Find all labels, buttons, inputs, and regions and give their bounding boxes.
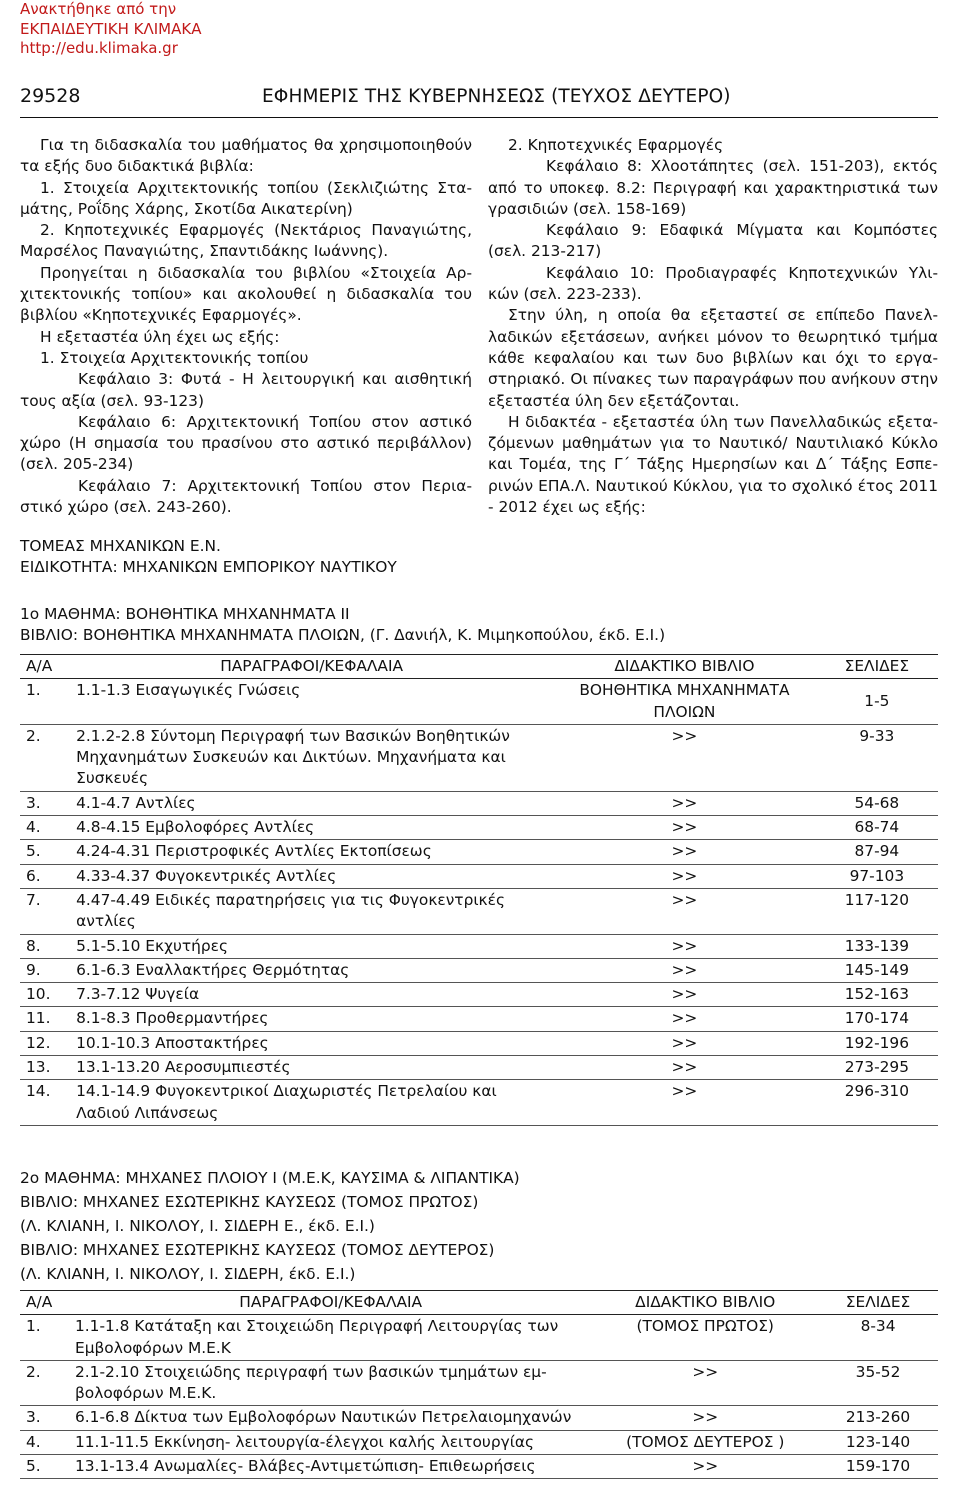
- book-2-heading: 2. Κηποτεχνικές Εφαρμογές: [508, 136, 724, 154]
- row-section: 13.1-13.20 Αεροσυμπιεστές: [76, 1058, 291, 1077]
- row-book: >>: [671, 726, 698, 745]
- col-header-pages: ΣΕΛΙΔΕΣ: [816, 655, 938, 679]
- book-1-paragraph: 1. Στοιχεία Αρχιτεκτονικής τοπίου (Σεκλιζιώτης Σταμάτης, Ροΐδης Χάρης, Σκοτίδα Αικατερίνη): [20, 178, 472, 218]
- row-section: 4.33-4.37 Φυγοκεντρικές Αντλίες: [76, 866, 337, 885]
- row-section: 2.1-2.10 Στοιχειώδης περιγραφή των βασικών τμημάτων εμβολοφόρων Μ.Ε.Κ.: [74, 1362, 547, 1403]
- col-header-pages: ΣΕΛΙΔΕΣ: [818, 1291, 938, 1315]
- row-section: 10.1-10.3 Αποστακτήρες: [76, 1033, 269, 1052]
- row-section: 1.1-1.3 Εισαγωγικές Γνώσεις: [76, 681, 301, 700]
- row-book: >>: [671, 1058, 698, 1077]
- row-number: 10.: [26, 985, 51, 1004]
- source-link[interactable]: http://edu.klimaka.gr: [20, 39, 178, 57]
- syllabus-heading: Η εξεταστέα ύλη έχει ως εξής:: [40, 327, 280, 346]
- table-row: [20, 791, 938, 815]
- table-header-row: [20, 1291, 938, 1315]
- row-number: 3.: [26, 793, 41, 812]
- row-section: 5.1-5.10 Εκχυτήρες: [76, 936, 229, 955]
- row-pages: 152-163: [844, 985, 909, 1004]
- table-row: [20, 724, 938, 791]
- col-header-book: ΔΙΔΑΚΤΙΚΟ ΒΙΒΛΙΟ: [553, 655, 816, 679]
- row-pages: 159-170: [845, 1457, 911, 1476]
- table-row: [20, 958, 938, 982]
- row-number: 5.: [26, 842, 41, 861]
- row-section: 2.1.2-2.8 Σύντομη Περιγραφή των Βασικών Βοηθητικών Μηχανημάτων Συσκευών και Δικτύων. Μηχανήματα και Συσκευές: [76, 726, 510, 788]
- lesson-2-book-2: ΒΙΒΛΙΟ: ΜΗΧΑΝΕΣ ΕΣΩΤΕΡΙΚΗΣ ΚΑΥΣΕΩΣ (ΤΟΜΟΣ ΔΕΥΤΕΡΟΣ): [20, 1241, 495, 1259]
- row-pages: 87-94: [854, 842, 900, 861]
- table-header-row: [20, 655, 938, 679]
- row-pages: 170-174: [844, 1009, 909, 1028]
- col-header-sections: ΠΑΡΑΓΡΑΦΟΙ/ΚΕΦΑΛΑΙΑ: [69, 1291, 592, 1315]
- row-section: 6.1-6.8 Δίκτυα των Εμβολοφόρων Ναυτικών Πετρελαιομηχανών: [74, 1408, 572, 1427]
- row-pages: 117-120: [844, 890, 909, 909]
- row-pages: 54-68: [854, 793, 900, 812]
- row-pages: 68-74: [854, 818, 900, 837]
- chapter-3-paragraph: Κεφάλαιο 3: Φυτά - Η λειτουργική και αισθητική τους αξία (σελ. 93-123): [20, 370, 472, 410]
- row-section: 1.1-1.8 Κατάταξη και Στοιχειώδη Περιγραφή Λειτουργίας των Εμβολοφόρων Μ.Ε.Κ: [74, 1317, 559, 1357]
- right-column: [488, 135, 938, 518]
- row-pages: 213-260: [845, 1408, 911, 1427]
- lesson-1-book: ΒΙΒΛΙΟ: ΒΟΗΘΗΤΙΚΑ ΜΗΧΑΝΗΜΑΤΑ ΠΛΟΙΩΝ, (Γ. Δανιήλ, Κ. Μιμηκοπούλου, έκδ. Ε.Ι.): [20, 626, 666, 645]
- lesson-2-title: 2ο ΜΑΘΗΜΑ: ΜΗΧΑΝΕΣ ΠΛΟΙΟΥ Ι (Μ.Ε.Κ, ΚΑΥΣΙΜΑ & ΛΙΠΑΝΤΙΚΑ): [20, 1169, 520, 1187]
- row-book: (ΤΟΜΟΣ ΔΕΥΤΕΡΟΣ ): [626, 1432, 785, 1451]
- row-number: 4.: [26, 818, 41, 837]
- row-book: >>: [692, 1362, 719, 1381]
- row-number: 1.: [26, 1317, 41, 1336]
- table-row: [20, 1406, 938, 1430]
- table-row: [20, 1430, 938, 1454]
- row-number: 9.: [26, 960, 41, 979]
- row-number: 1.: [26, 681, 41, 700]
- chapter-8-paragraph: Κεφάλαιο 8: Χλοοτάπητες (σελ. 151-203), εκτός από το υποκεφ. 8.2: Περιγραφή και χαρακτηριστικά των γρασιδιών (σελ. 158-169): [488, 157, 938, 218]
- row-book: >>: [671, 842, 698, 861]
- table-row: [20, 816, 938, 840]
- naval-intro-paragraph: Η διδακτέα - εξεταστέα ύλη των Πανελλαδικώς εξεταζόμενων μαθημάτων για το Ναυτικό/ Ναυτιλιακό Κύκλο και Τομέα, της Γ΄ Τάξης Ημερησίων και Δ΄ Τάξης Εσπερινών ΕΠΑ.Λ. Ναυτικού Κύκλου, για το σχολικό έτος 2011 - 2012 έχει ως εξής:: [488, 412, 938, 517]
- row-number: 2.: [26, 1362, 41, 1381]
- row-section: 8.1-8.3 Προθερμαντήρες: [76, 1009, 269, 1028]
- lesson-1-table: [20, 654, 938, 1126]
- row-section: 4.47-4.49 Ειδικές παρατηρήσεις για τις Φυγοκεντρικές αντλίες: [76, 890, 505, 931]
- row-number: 4.: [26, 1432, 41, 1451]
- lesson-1-table-body: [20, 679, 938, 1126]
- row-book: ΒΟΗΘΗΤΙΚΑ ΜΗΧΑΝΗΜΑΤΑ ΠΛΟΙΩΝ: [579, 681, 790, 721]
- row-book: (ΤΟΜΟΣ ΠΡΩΤΟΣ): [636, 1317, 774, 1336]
- row-number: 6.: [26, 866, 41, 885]
- lesson-2-book-1-authors: (Λ. ΚΛΙΑΝΗ, Ι. ΝΙΚΟΛΟΥ, Ι. ΣΙΔΕΡΗ Ε., έκδ. Ε.Ι.): [20, 1217, 375, 1235]
- scope-paragraph: Στην ύλη, η οποία θα εξεταστεί σε επίπεδο Πανελλαδικών εξετάσεων, ανήκει μόνον το θεωρητικό τμήμα κάθε κεφαλαίου και των δυο βιβλίων και όχι το εργαστηριακό. Οι πίνακες των παραγράφων που ανήκουν στην εξεταστέα ύλη δεν εξετάζονται.: [488, 306, 938, 410]
- source-line-2: ΕΚΠΑΙΔΕΥΤΙΚΗ ΚΛΙΜΑΚΑ: [20, 19, 202, 38]
- order-paragraph: Προηγείται η διδασκαλία του βιβλίου «Στοιχεία Αρχιτεκτονικής τοπίου» και ακολουθεί η διδασκαλία του βιβλίου «Κηποτεχνικές Εφαρμογές».: [20, 263, 472, 325]
- book-2-paragraph: 2. Κηποτεχνικές Εφαρμογές (Νεκτάριος Παναγιώτης, Μαρσέλος Παναγιώτης, Σπαντιδάκης Ιωάννης).: [20, 221, 472, 261]
- row-number: 2.: [26, 726, 41, 745]
- row-section: 11.1-11.5 Εκκίνηση- λειτουργία-έλεγχοι καλής λειτουργίας: [74, 1432, 535, 1451]
- row-book: >>: [671, 1082, 698, 1101]
- row-pages: 145-149: [844, 960, 909, 979]
- gazette-title: ΕΦΗΜΕΡΙΣ ΤΗΣ ΚΥΒΕΡΝΗΣΕΩΣ (ΤΕΥΧΟΣ ΔΕΥΤΕΡΟ): [262, 86, 731, 107]
- lesson-2-book-1: ΒΙΒΛΙΟ: ΜΗΧΑΝΕΣ ΕΣΩΤΕΡΙΚΗΣ ΚΑΥΣΕΩΣ (ΤΟΜΟΣ ΠΡΩΤΟΣ): [20, 1193, 479, 1211]
- row-pages: 273-295: [844, 1058, 909, 1077]
- left-column: [20, 135, 472, 518]
- specialty-title: ΕΙΔΙΚΟΤΗΤΑ: ΜΗΧΑΝΙΚΩΝ ΕΜΠΟΡΙΚΟΥ ΝΑΥΤΙΚΟΥ: [20, 558, 397, 577]
- lesson-2-table-body: [20, 1315, 938, 1479]
- row-number: 11.: [26, 1009, 51, 1028]
- row-number: 8.: [26, 936, 41, 955]
- row-pages: 35-52: [855, 1362, 901, 1381]
- row-number: 7.: [26, 890, 41, 909]
- chapter-6-paragraph: Κεφάλαιο 6: Αρχιτεκτονική Τοπίου στον αστικό χώρο (Η σημασία του πρασίνου στο αστικό περιβάλλον) (σελ. 205-234): [20, 412, 472, 474]
- table-row: [20, 1007, 938, 1031]
- row-number: 3.: [26, 1408, 41, 1427]
- table-row: [20, 1455, 938, 1479]
- row-book: >>: [671, 866, 698, 885]
- row-book: >>: [692, 1457, 719, 1476]
- table-row: [20, 1315, 938, 1361]
- row-book: >>: [671, 1009, 698, 1028]
- row-number: 5.: [26, 1457, 41, 1476]
- table-row: [20, 1080, 938, 1126]
- table-row: [20, 934, 938, 958]
- chapter-10-paragraph: Κεφάλαιο 10: Προδιαγραφές Κηποτεχνικών Υλικών (σελ. 223-233).: [488, 263, 938, 304]
- source-line-1: Ανακτήθηκε από την: [20, 0, 177, 18]
- lesson-2-book-2-authors: (Λ. ΚΛΙΑΝΗ, Ι. ΝΙΚΟΛΟΥ, Ι. ΣΙΔΕΡΗ, έκδ. Ε.Ι.): [20, 1265, 356, 1283]
- intro-paragraph: Για τη διδασκαλία του μαθήματος θα χρησιμοποιηθούν τα εξής δυο διδακτικά βιβλία:: [20, 136, 472, 176]
- header-divider: [20, 117, 938, 118]
- sector-title: ΤΟΜΕΑΣ ΜΗΧΑΝΙΚΩΝ Ε.Ν.: [20, 537, 221, 555]
- chapter-7-paragraph: Κεφάλαιο 7: Αρχιτεκτονική Τοπίου στον Περιαστικό χώρο (σελ. 243-260).: [20, 476, 472, 517]
- col-header-aa: Α/Α: [20, 655, 70, 679]
- row-pages: 133-139: [844, 936, 909, 955]
- lesson-1-title: 1ο ΜΑΘΗΜΑ: ΒΟΗΘΗΤΙΚΑ ΜΗΧΑΝΗΜΑΤΑ ΙΙ: [20, 605, 350, 623]
- row-book: >>: [671, 960, 698, 979]
- row-pages: 123-140: [845, 1432, 911, 1451]
- page-number: 29528: [20, 85, 81, 107]
- table-row: [20, 840, 938, 864]
- col-header-sections: ΠΑΡΑΓΡΑΦΟΙ/ΚΕΦΑΛΑΙΑ: [70, 655, 553, 679]
- lesson-2-heading: [20, 1166, 520, 1286]
- row-section: 4.1-4.7 Αντλίες: [76, 793, 196, 812]
- row-section: 6.1-6.3 Εναλλακτήρες Θερμότητας: [76, 960, 350, 979]
- row-pages: 296-310: [844, 1082, 909, 1101]
- table-row: [20, 1031, 938, 1055]
- row-number: 14.: [26, 1082, 51, 1101]
- lesson-1-heading: [20, 604, 665, 647]
- table-row: [20, 1056, 938, 1080]
- row-book: >>: [671, 936, 698, 955]
- col-header-book: ΔΙΔΑΚΤΙΚΟ ΒΙΒΛΙΟ: [592, 1291, 818, 1315]
- row-book: >>: [671, 890, 698, 909]
- row-book: >>: [671, 818, 698, 837]
- row-pages: 8-34: [860, 1317, 896, 1336]
- chapter-9-paragraph: Κεφάλαιο 9: Εδαφικά Μίγματα και Κομπόστες (σελ. 213-217): [488, 221, 938, 261]
- row-section: 13.1-13.4 Ανωμαλίες- Βλάβες-Αντιμετώπιση- Επιθεωρήσεις: [74, 1457, 536, 1476]
- row-section: 4.8-4.15 Εμβολοφόρες Αντλίες: [76, 818, 315, 837]
- row-section: 4.24-4.31 Περιστροφικές Αντλίες Εκτοπίσεως: [76, 842, 432, 861]
- row-book: >>: [692, 1408, 719, 1427]
- row-book: >>: [671, 793, 698, 812]
- row-pages: 97-103: [849, 866, 905, 885]
- table-row: [20, 864, 938, 888]
- sector-heading: [20, 536, 397, 579]
- table-row: [20, 983, 938, 1007]
- row-number: 13.: [26, 1058, 51, 1077]
- row-book: >>: [671, 1033, 698, 1052]
- row-book: >>: [671, 985, 698, 1004]
- table-row: [20, 888, 938, 934]
- row-pages: 9-33: [859, 726, 895, 745]
- table-row: [20, 679, 938, 725]
- book-1-heading: 1. Στοιχεία Αρχιτεκτονικής τοπίου: [40, 348, 309, 367]
- row-number: 12.: [26, 1033, 51, 1052]
- col-header-aa: Α/Α: [20, 1291, 69, 1315]
- row-pages: 192-196: [844, 1033, 909, 1052]
- source-note: [20, 0, 201, 59]
- lesson-2-table: [20, 1290, 938, 1479]
- row-section: 14.1-14.9 Φυγοκεντρικοί Διαχωριστές Πετρελαίου και Λαδιού Λιπάνσεως: [76, 1082, 497, 1122]
- row-section: 7.3-7.12 Ψυγεία: [76, 985, 200, 1004]
- table-row: [20, 1360, 938, 1406]
- row-pages: 1-5: [864, 691, 890, 710]
